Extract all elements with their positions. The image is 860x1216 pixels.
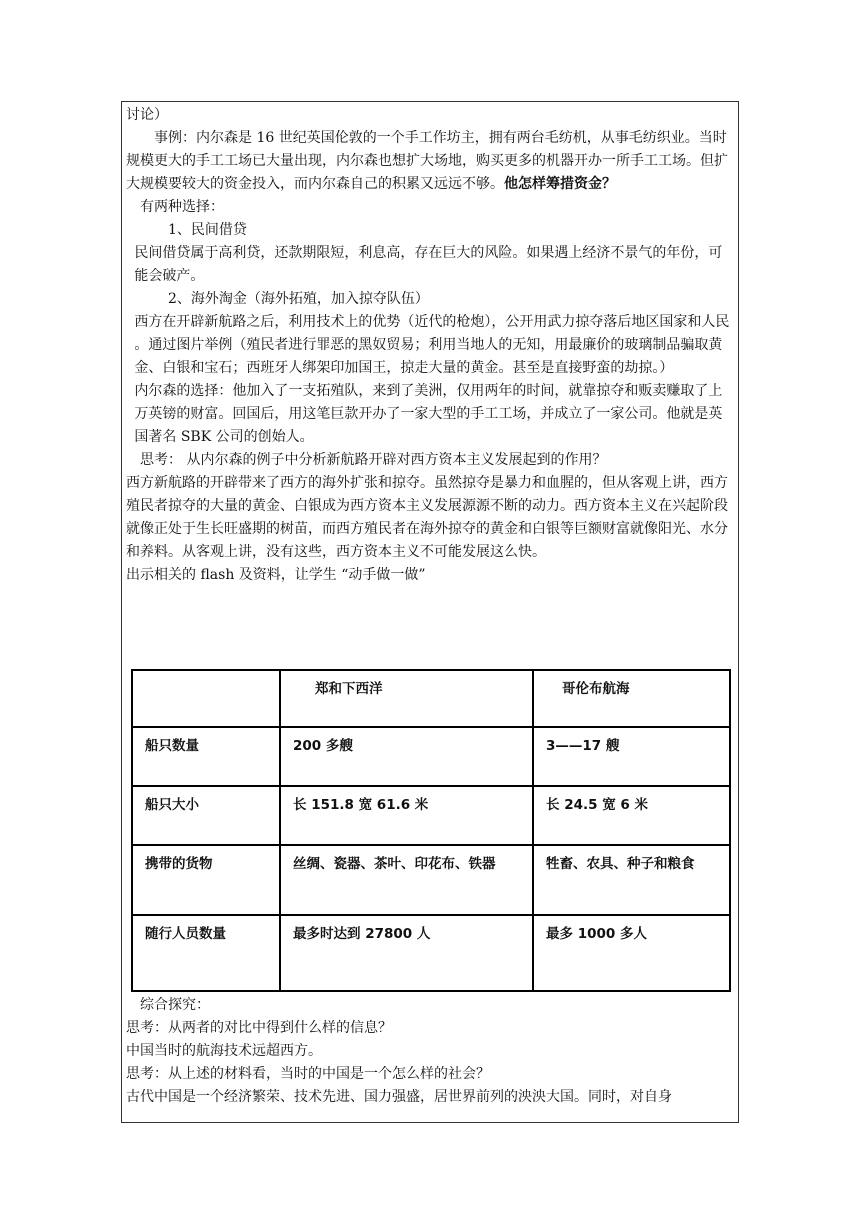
row-label: 船只数量 [132, 727, 280, 786]
think-question-2: 思考：从两者的对比中得到什么样的信息？ [126, 1020, 392, 1036]
columbus-cell: 长 24.5 宽 6 米 [533, 786, 730, 845]
think-answer-1: 西方新航路的开辟带来了西方的海外扩张和掠夺。虽然掠夺是暴力和血腥的，但从客观上讲，西方殖民者掠夺的大量的黄金、白银成为西方资本主义发展源源不断的动力。西方资本主义在兴起阶段就像正处于生长旺盛期的树苗，而西方殖民者在海外掠夺的黄金和白银等巨额财富就像阳光、水分和养料。从客观上讲，没有这些，西方资本主义不可能发展这么快。 [126, 475, 728, 560]
think-question-3: 思考：从上述的材料看，当时的中国是一个怎么样的社会？ [126, 1066, 490, 1082]
row-label: 船只大小 [132, 786, 280, 845]
columbus-cell: 最多 1000 多人 [533, 915, 730, 991]
choice-two-desc: 西方在开辟新航路之后，利用技术上的优势（近代的枪炮），公开用武力掠夺落后地区国家和人民 。通过图片举例（殖民者进行罪恶的黑奴贸易；利用当地人的无知，用最廉价的玻璃制品骗取黄金、白银和宝石；西班牙人绑架印加国王，掠走大量的黄金。甚至是直接野蛮的劫掠。） [134, 314, 730, 376]
discussion-close: 讨论） [126, 107, 168, 123]
header-columbus: 哥伦布航海 [533, 670, 730, 727]
think-answer-3: 古代中国是一个经济繁荣、技术先进、国力强盛，居世界前列的泱泱大国。同时，对自身 [126, 1089, 672, 1105]
choice-one-desc: 民间借贷属于高利贷，还款期限短，利息高，存在巨大的风险。如果遇上经济不景气的年份，可能会破产。 [134, 245, 723, 284]
case-question: 他怎样筹措资金？ [504, 176, 616, 192]
zhenghe-cell: 丝绸、瓷器、茶叶、印花布、铁器 [280, 845, 533, 915]
row-label: 随行人员数量 [132, 915, 280, 991]
zhenghe-cell: 长 151.8 宽 61.6 米 [280, 786, 533, 845]
table-header-row [132, 670, 730, 727]
table-row [132, 786, 730, 845]
choices-intro: 有两种选择： [140, 199, 224, 215]
table-row [132, 727, 730, 786]
columbus-cell: 牲畜、农具、种子和粮食 [533, 845, 730, 915]
zhenghe-cell: 200 多艘 [280, 727, 533, 786]
case-text: 事例：内尔森是 16 世纪英国伦敦的一个手工作坊主，拥有两台毛纺机，从事毛纺织业。当时规模更大的手工工场已大量出现，内尔森也想扩大场地，购买更多的机器开办一所手工工场。但扩大规模要较大的资金投入，而内尔森自己的积累又远远不够。 [126, 130, 728, 192]
row-label: 携带的货物 [132, 845, 280, 915]
columbus-cell: 3——17 艘 [533, 727, 730, 786]
think-question-1: 思考： 从内尔森的例子中分析新航路开辟对西方资本主义发展起到的作用？ [140, 452, 607, 468]
activity-prompt: 出示相关的 flash 及资料，让学生 “动手做一做” [126, 567, 426, 583]
zhenghe-cell: 最多时达到 27800 人 [280, 915, 533, 991]
inquiry-heading: 综合探究： [140, 997, 210, 1013]
case-paragraph [126, 127, 736, 196]
header-zhenghe: 郑和下西洋 [280, 670, 533, 727]
think-answer-2: 中国当时的航海技术远超西方。 [126, 1043, 322, 1059]
lesson-text [126, 104, 736, 587]
choice-one: 1、民间借贷 [168, 222, 247, 238]
comparison-table [131, 669, 731, 992]
table-row [132, 845, 730, 915]
nelson-choice: 内尔森的选择：他加入了一支拓殖队，来到了美洲，仅用两年的时间，就靠掠夺和贩卖赚取了上万英镑的财富。回国后，用这笔巨款开办了一家大型的手工工场，并成立了一家公司。他就是英国著名 SBK 公司的创始人。 [134, 383, 723, 445]
table-corner [132, 670, 280, 727]
inquiry-section [126, 994, 736, 1109]
table-row [132, 915, 730, 991]
choice-two: 2、海外淘金（海外拓殖，加入掠夺队伍） [168, 291, 429, 307]
